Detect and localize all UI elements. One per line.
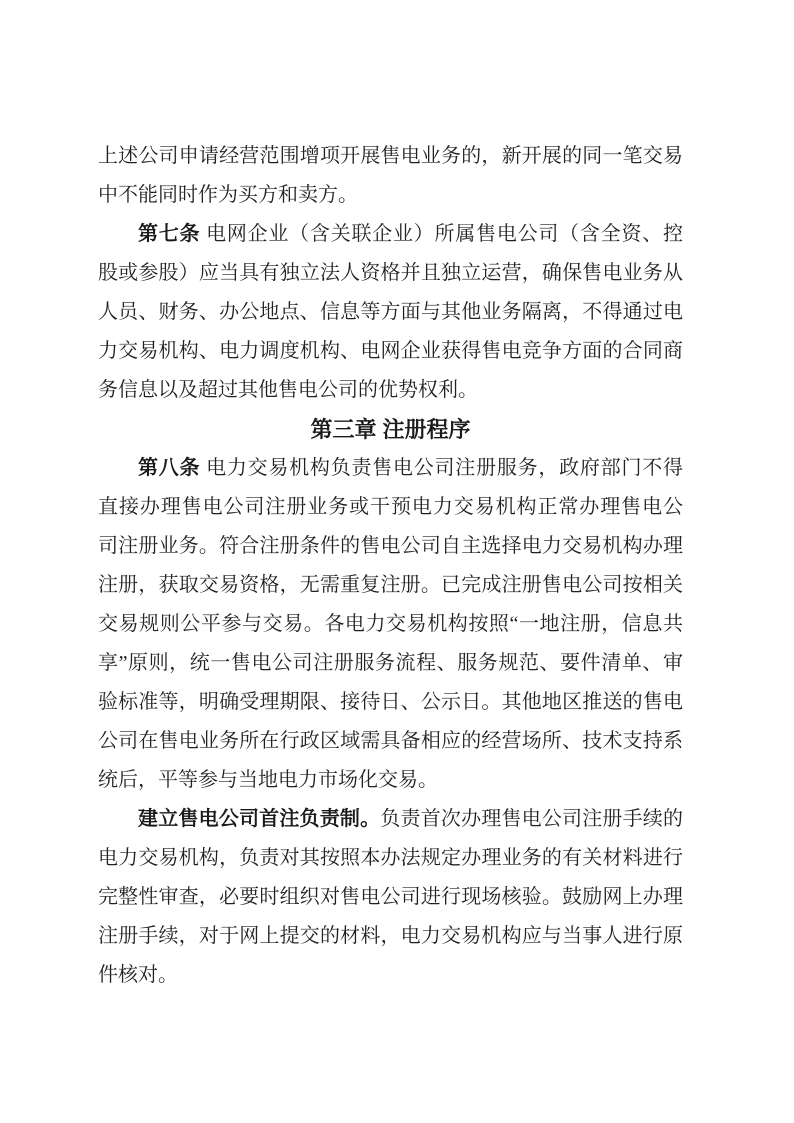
text-run: 直接办理售电公司注册业务或干预电力交易机构正常办理售电公	[98, 496, 683, 518]
text-run: 电网企业（含关联企业）所属售电公司（含全资、控	[200, 223, 684, 245]
text-line	[98, 137, 683, 176]
text-line	[98, 761, 683, 800]
text-line	[98, 254, 683, 293]
text-line	[98, 371, 683, 410]
text-line	[98, 644, 683, 683]
text-run: 上述公司申请经营范围增项开展售电业务的，新开展的同一笔交易	[98, 145, 683, 167]
text-run: 件核对。	[98, 964, 178, 986]
text-run: 注册，获取交易资格，无需重复注册。已完成注册售电公司按相关	[98, 574, 683, 596]
text-line	[98, 176, 683, 215]
text-run: 中不能同时作为买方和卖方。	[98, 184, 358, 206]
text-line	[98, 605, 683, 644]
text-line	[98, 839, 683, 878]
text-line	[98, 527, 683, 566]
text-run: 司注册业务。符合注册条件的售电公司自主选择电力交易机构办理	[98, 535, 683, 557]
text-run: 负责首次办理售电公司注册手续的	[380, 808, 684, 830]
text-run: 享”原则，统一售电公司注册服务流程、服务规范、要件清单、审	[98, 652, 683, 674]
text-run: 公司在售电业务所在行政区域需具备相应的经营场所、技术支持系	[98, 730, 683, 752]
text-line	[98, 293, 683, 332]
text-line	[98, 566, 683, 605]
text-run: 力交易机构、电力调度机构、电网企业获得售电竞争方面的合同商	[98, 340, 683, 362]
text-run: 验标准等，明确受理期限、接待日、公示日。其他地区推送的售电	[98, 691, 683, 713]
text-line	[98, 956, 683, 995]
bold-text-run: 第七条	[138, 223, 201, 245]
text-line	[98, 488, 683, 527]
text-line	[98, 917, 683, 956]
text-line	[98, 722, 683, 761]
text-line	[98, 683, 683, 722]
chapter-heading	[98, 410, 683, 449]
document-content	[98, 137, 683, 995]
text-line	[98, 332, 683, 371]
text-run: 电力交易机构，负责对其按照本办法规定办理业务的有关材料进行	[98, 847, 683, 869]
text-run: 人员、财务、办公地点、信息等方面与其他业务隔离，不得通过电	[98, 301, 683, 323]
text-run: 电力交易机构负责售电公司注册服务，政府部门不得	[200, 457, 684, 479]
text-run: 股或参股）应当具有独立法人资格并且独立运营，确保售电业务从	[98, 262, 683, 284]
text-line	[98, 878, 683, 917]
text-run: 交易规则公平参与交易。各电力交易机构按照“一地注册，信息共	[98, 613, 683, 635]
text-run: 注册手续，对于网上提交的材料，电力交易机构应与当事人进行原	[98, 925, 683, 947]
text-line	[98, 215, 683, 254]
text-run: 完整性审查，必要时组织对售电公司进行现场核验。鼓励网上办理	[98, 886, 683, 908]
text-run: 统后，平等参与当地电力市场化交易。	[98, 769, 438, 791]
bold-text-run: 建立售电公司首注负责制。	[138, 808, 381, 830]
text-line	[98, 800, 683, 839]
bold-text-run: 第三章 注册程序	[310, 417, 471, 442]
text-line	[98, 449, 683, 488]
text-run: 务信息以及超过其他售电公司的优势权利。	[98, 379, 478, 401]
bold-text-run: 第八条	[138, 457, 201, 479]
